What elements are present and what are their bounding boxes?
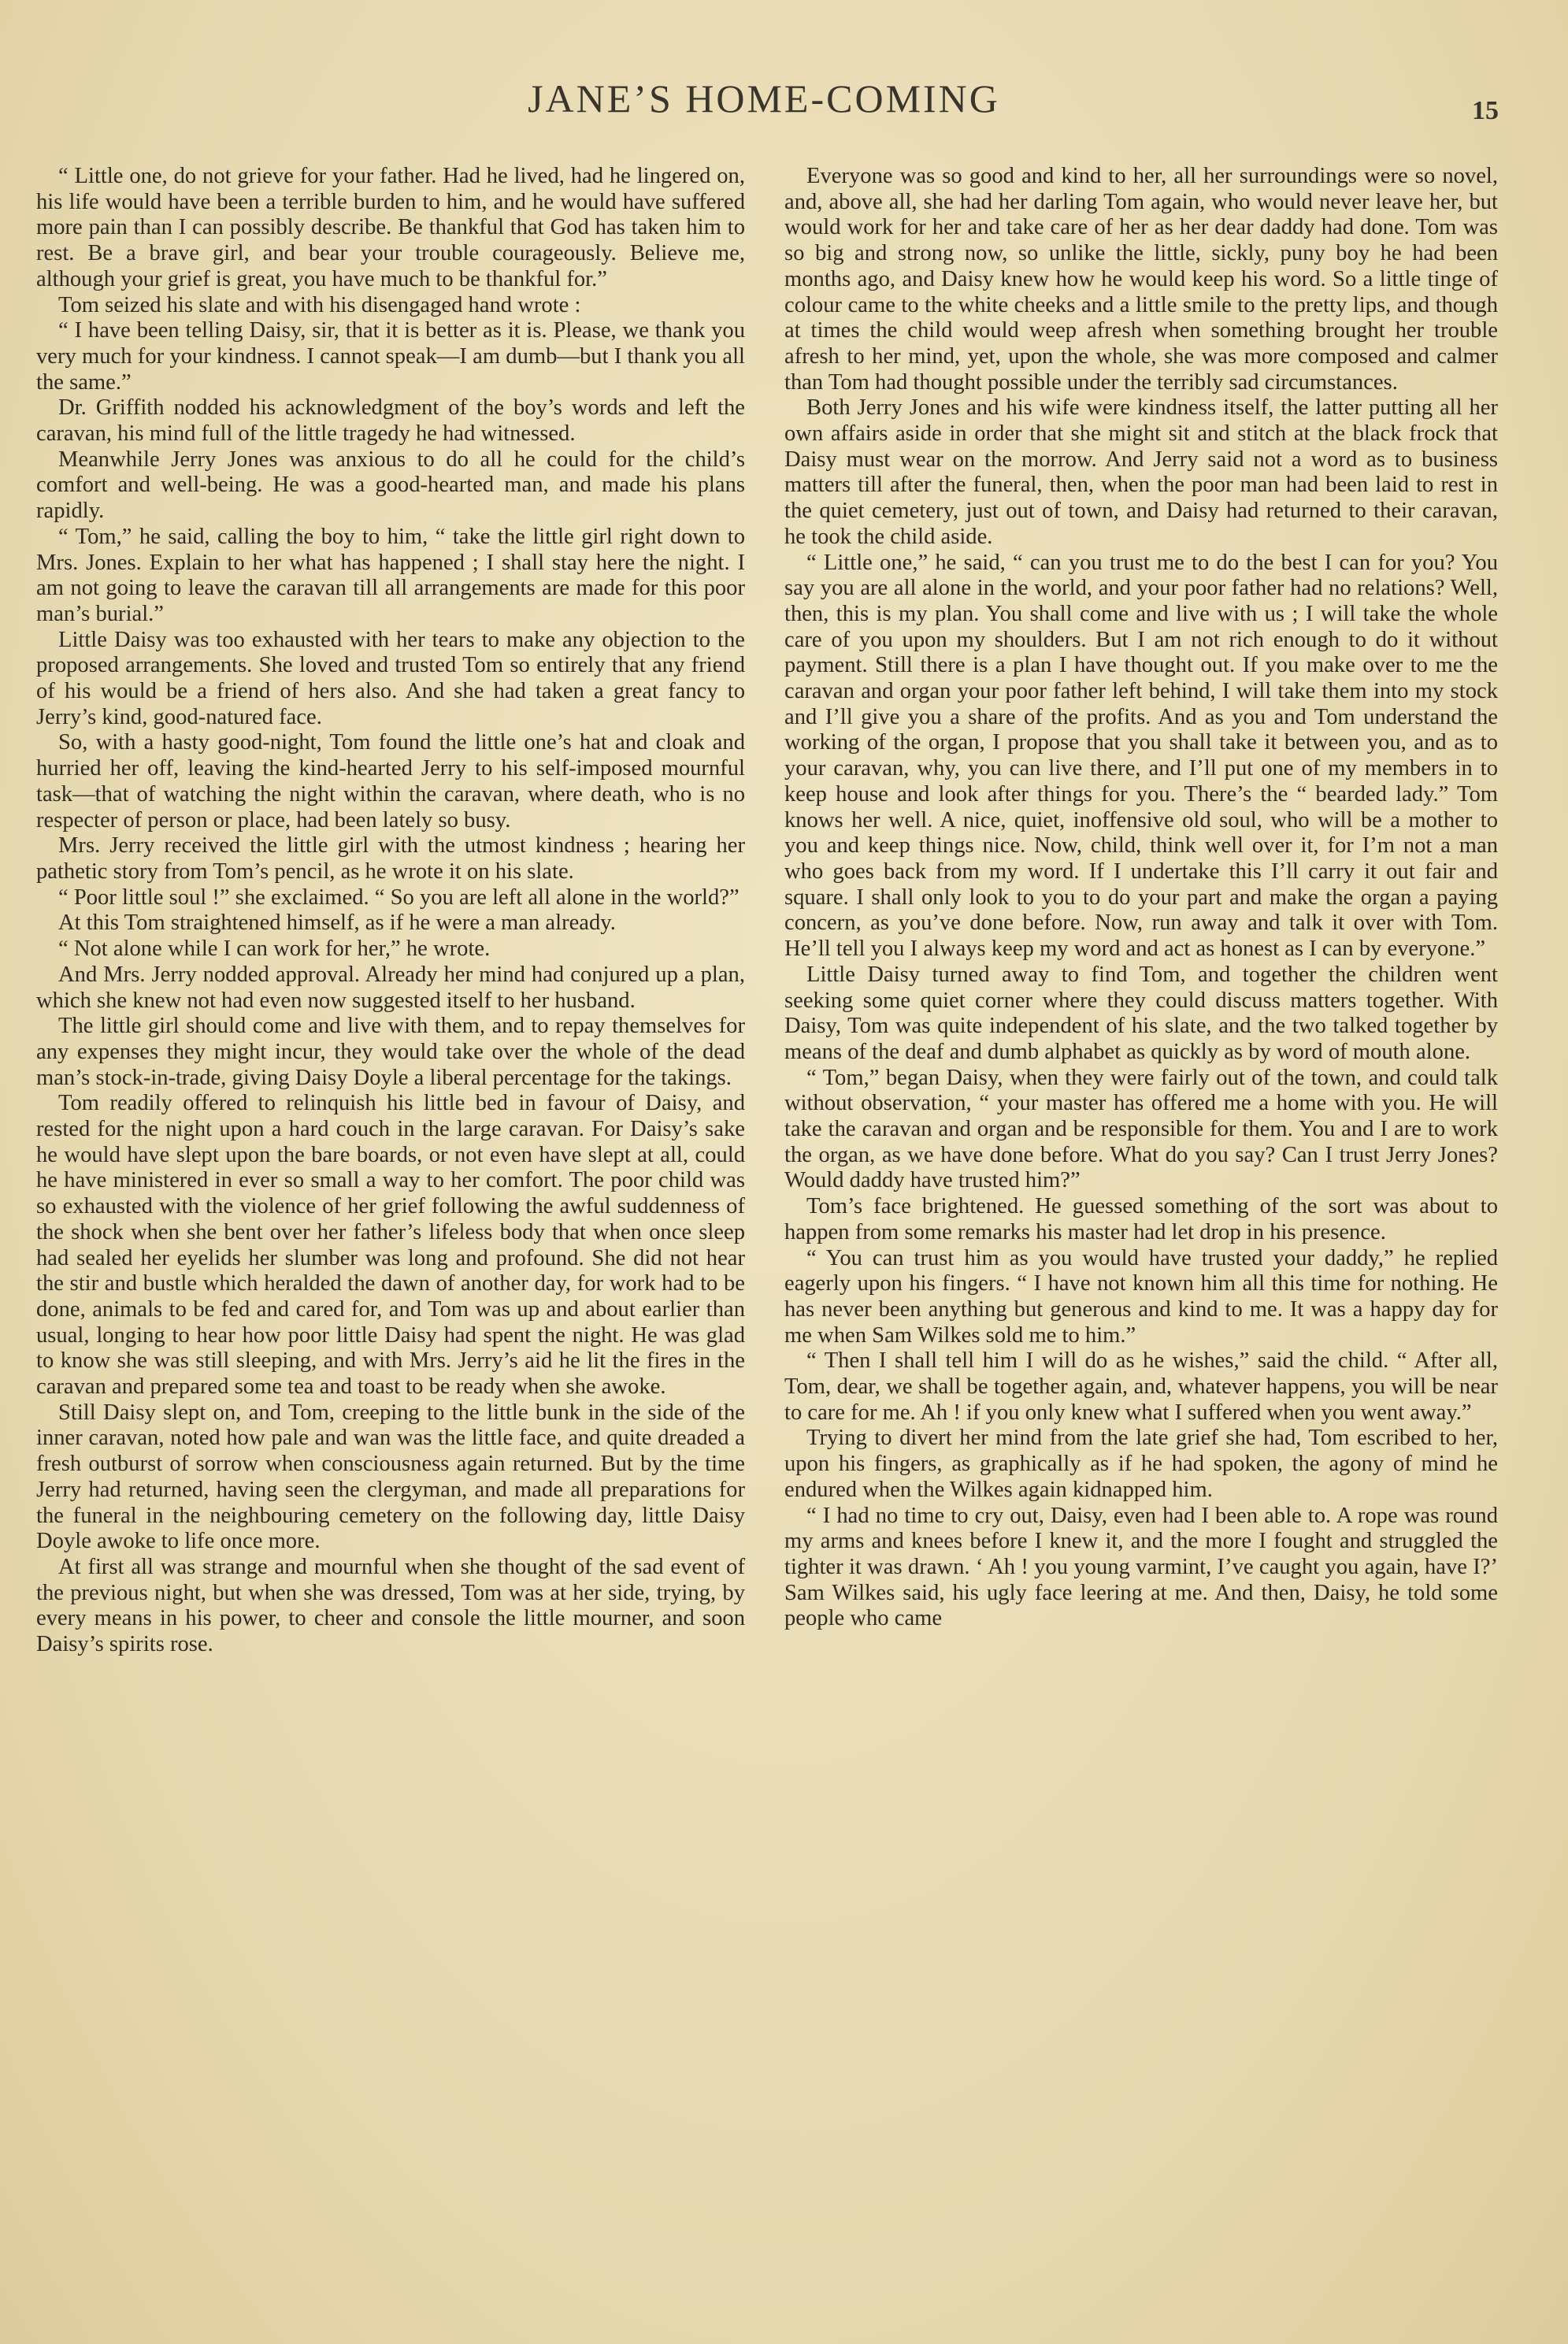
paragraph: “ I had no time to cry out, Daisy, even had I been able to. A rope was round my arms and knees before I knew it, and the more I fought and struggled the tighter it was drawn. ‘ Ah ! you young varmint, I’ve caught you again, have I?’ Sam Wilkes said, his ugly face leering at me. And then, Daisy, he told some people who came xyxy=(784,1503,1498,1631)
paragraph: Trying to divert her mind from the late grief she had, Tom escribed to her, upon his fingers, as graphically as if he had spoken, the agony of mind he endured when the Wilkes again kidnapped him. xyxy=(784,1426,1498,1502)
paragraph: Dr. Griffith nodded his acknowledgment of the boy’s words and left the caravan, his mind full of the little tragedy he had witnessed. xyxy=(36,395,745,447)
paragraph: Meanwhile Jerry Jones was anxious to do all he could for the child’s comfort and well-being. He was a good-hearted man, and made his plans rapidly. xyxy=(36,447,745,524)
paragraph: Little Daisy turned away to find Tom, and together the children went seeking some quiet corner where they could discuss matters together. With Daisy, Tom was quite independent of his slate, and the two talked together by means of the deaf and dumb alphabet as quickly as by word of mouth alone. xyxy=(784,962,1498,1064)
paragraph: “ Tom,” began Daisy, when they were fairly out of the town, and could talk without observation, “ your master has offered me a home with you. He will take the caravan and organ and be responsible for them. You and I are to work the organ, as we have done before. What do you say? Can I trust Jerry Jones? Would daddy have trusted him?” xyxy=(784,1065,1498,1193)
paragraph: Mrs. Jerry received the little girl with the utmost kindness ; hearing her pathetic story from Tom’s pencil, as he wrote it on his slate. xyxy=(36,833,745,884)
left-column xyxy=(36,164,745,1658)
paragraph: Tom seized his slate and with his disengaged hand wrote : xyxy=(58,292,581,317)
paragraph: Tom’s face brightened. He guessed something of the sort was about to happen from some remarks his master had let drop in his presence. xyxy=(784,1194,1498,1244)
paragraph: Still Daisy slept on, and Tom, creeping to the little bunk in the side of the inner caravan, noted how pale and wan was the little face, and quite dreaded a fresh outburst of sorrow when consciousness again returned. But by the time Jerry had returned, having seen the clergyman, and made all preparations for the funeral in the neighbouring cemetery on the following day, little Daisy Doyle awoke to life once more. xyxy=(36,1400,745,1554)
paragraph: Both Jerry Jones and his wife were kindness itself, the latter putting all her own affairs aside in order that she might sit and stitch at the black frock that Daisy must wear on the morrow. And Jerry said not a word as to business matters till after the funeral, then, when the poor man had been laid to rest in the quiet cemetery, just out of town, and Daisy had returned to their caravan, he took the child aside. xyxy=(784,395,1498,549)
paragraph: Tom readily offered to relinquish his little bed in favour of Daisy, and rested for the night upon a hard couch in the large caravan. For Daisy’s sake he would have slept upon the bare boards, or not even have slept at all, could he have ministered in ever so small a way to her comfort. The poor child was so exhausted with the violence of her grief following the awful suddenness of the shock when she bent over her father’s lifeless body that when once sleep had sealed her eyelids her slumber was long and profound. She did not hear the stir and bustle which heralded the dawn of another day, for work had to be done, animals to be fed and cared for, and Tom was up and about earlier than usual, longing to hear how poor little Daisy had spent the night. He was glad to know she was still sleeping, and with Mrs. Jerry’s aid he lit the fires in the caravan and prepared some tea and toast to be ready when she awoke. xyxy=(36,1091,745,1400)
paragraph: And Mrs. Jerry nodded approval. Already her mind had conjured up a plan, which she knew not had even now suggested itself to her husband. xyxy=(36,962,745,1013)
paragraph: Little Daisy was too exhausted with her tears to make any objection to the proposed arrangements. She loved and trusted Tom so entirely that any friend of his would be a friend of hers also. And she had taken a great fancy to Jerry’s kind, good-natured face. xyxy=(36,627,745,729)
paragraph: At first all was strange and mournful when she thought of the sad event of the previous night, but when she was dressed, Tom was at her side, trying, by every means in his power, to cheer and console the little mourner, and soon Daisy’s spirits rose. xyxy=(36,1554,745,1657)
paragraph: “ You can trust him as you would have trusted your daddy,” he replied eagerly upon his fingers. “ I have not known him all this time for nothing. He has never been anything but generous and kind to me. It was a happy day for me when Sam Wilkes sold me to him.” xyxy=(784,1245,1498,1348)
paragraph: “ Little one, do not grieve for your father. Had he lived, had he lingered on, his life would have been a terrible burden to him, and he would have suffered more pain than I can possibly describe. Be thankful that God has taken him to rest. Be a brave girl, and bear your trouble courageously. Believe me, although your grief is great, you have much to be thankful for.” xyxy=(36,164,745,291)
page-title: JANE’S HOME-COMING xyxy=(528,76,1000,121)
paragraph: “ Then I shall tell him I will do as he wishes,” said the child. “ After all, Tom, dear, we shall be together again, and, whatever happens, you will be near to care for me. Ah ! if you only knew what I suffered when you went away.” xyxy=(784,1348,1498,1425)
paragraph: So, with a hasty good-night, Tom found the little one’s hat and cloak and hurried her off, leaving the kind-hearted Jerry to his self-imposed mournful task—that of watching the night within the caravan, where death, who is no respecter of person or place, had been lately so busy. xyxy=(36,730,745,833)
page-header xyxy=(0,76,1568,139)
page-number: 15 xyxy=(1472,96,1499,125)
paragraph: “ Poor little soul !” she exclaimed. “ So you are left all alone in the world?” xyxy=(58,885,740,910)
paragraph: “ Little one,” he said, “ can you trust me to do the best I can for you? You say you are all alone in the world, and your poor father had no relations? Well, then, this is my plan. You shall come and live with us ; I will take the whole care of you upon my shoulders. But I am not rich enough to do it without payment. Still there is a plan I have thought out. If you make over to me the caravan and organ your poor father left behind, I will take them into my stock and I’ll give you a share of the profits. And as you and Tom understand the working of the organ, I propose that you shall take it between you, and as to your caravan, why, you can live there, and I’ll put one of my members in to keep house and look after things for you. There’s the “ bearded lady.” Tom knows her well. A nice, quiet, inoffensive old soul, who will be a mother to you and keep things nice. Now, child, think well over it, for I’m not a man who goes back from my word. If I undertake this I’ll carry it out fair and square. I shall only look to you to do your part and make the organ a paying concern, as you’ve done before. Now, run away and talk it over with Tom. He’ll tell you I always keep my word and act as honest as I can by everyone.” xyxy=(784,550,1498,962)
paragraph: “ Tom,” he said, calling the boy to him, “ take the little girl right down to Mrs. Jones. Explain to her what has happened ; I shall stay here the night. I am not going to leave the caravan till all arrangements are made for this poor man’s burial.” xyxy=(36,524,745,626)
paragraph: “ I have been telling Daisy, sir, that it is better as it is. Please, we thank you very much for your kindness. I cannot speak—I am dumb—but I thank you all the same.” xyxy=(36,318,745,395)
right-column xyxy=(784,164,1498,1632)
paragraph: At this Tom straightened himself, as if he were a man already. xyxy=(58,911,616,936)
paragraph: The little girl should come and live with them, and to repay themselves for any expenses they might incur, they would take over the whole of the dead man’s stock-in-trade, giving Daisy Doyle a liberal percentage for the takings. xyxy=(36,1014,745,1090)
paragraph: “ Not alone while I can work for her,” he wrote. xyxy=(58,936,491,962)
paragraph: Everyone was so good and kind to her, all her surroundings were so novel, and, above all, she had her darling Tom again, who would never leave her, but would work for her and take care of her as her dear daddy had done. Tom was so big and strong now, so unlike the little, sickly, puny boy he had been months ago, and Daisy knew how he would keep his word. So a little tinge of colour came to the white cheeks and a little smile to the pretty lips, and though at times the child would weep afresh when something brought her trouble afresh to her mind, yet, upon the whole, she was more composed and calmer than Tom had thought possible under the terribly sad circumstances. xyxy=(784,164,1498,395)
